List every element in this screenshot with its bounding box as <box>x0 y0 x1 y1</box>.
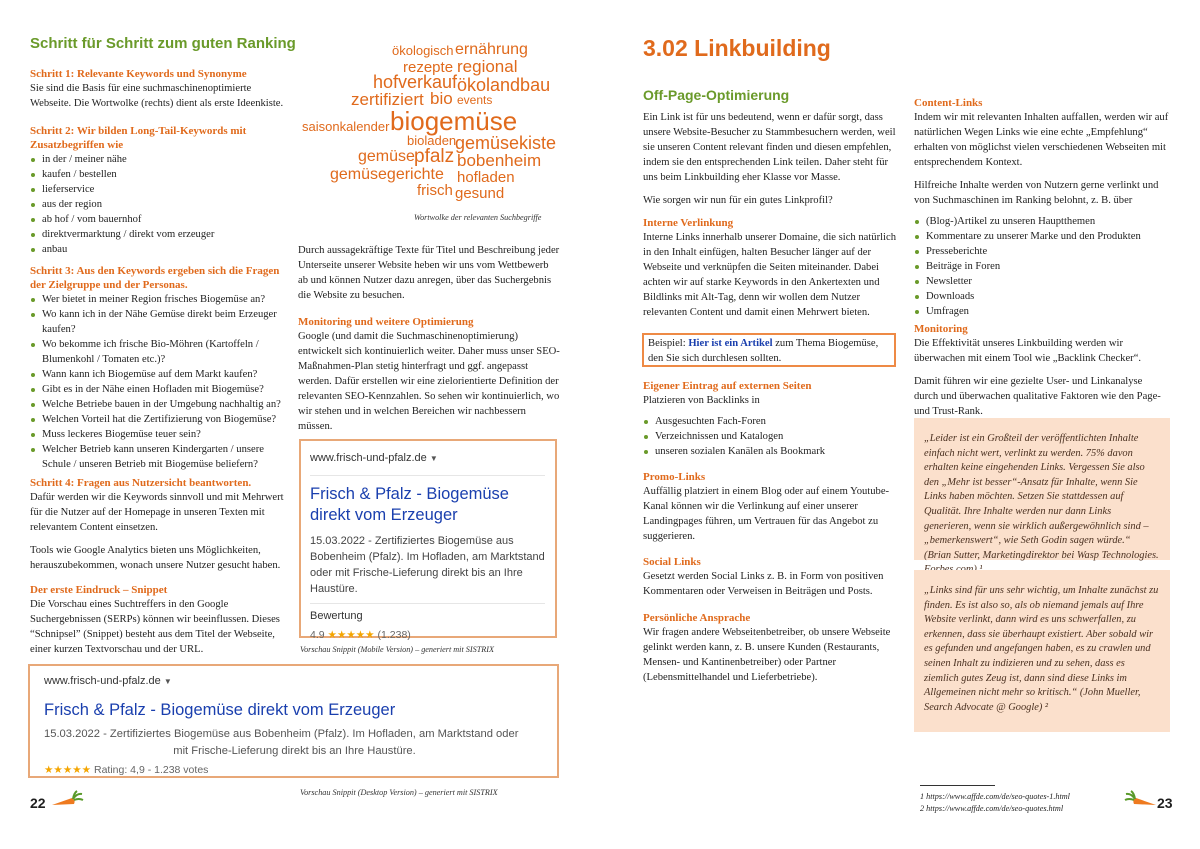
internal-linking-block <box>643 216 898 320</box>
monitoring-right-text2: Damit führen wir eine gezielte User- und Linkanalyse durch und überwachen qualitative Faktoren wie den Page- und Trust-Rank. <box>914 376 1161 417</box>
content-links-text: Indem wir mit relevanten Inhalten auffallen, werden wir auf natürlichen Wegen Links wie eine echte „Empfehlung“ erhalten von möglichst vielen verschiedenen Webseiten mit entsprechendem Kontext. <box>914 112 1169 168</box>
footnote-divider <box>920 785 995 786</box>
list-item: Gibt es in der Nähe einen Hofladen mit Biogemüse? <box>30 382 292 397</box>
monitoring-right-title: Monitoring <box>914 323 968 335</box>
step4-text: Dafür werden wir die Keywords sinnvoll und mit Mehrwert für die Nutzer auf der Homepage in unseren Texten mit relevantem Content einsetzen. <box>30 492 284 533</box>
snippet-mobile-caption: Vorschau Snippit (Mobile Version) – generiert mit SISTRIX <box>300 645 494 654</box>
list-item: direktvermarktung / direkt vom erzeuger <box>30 227 292 242</box>
list-item: Kommentare zu unserer Marke und den Produkten <box>914 229 1169 244</box>
snippet-rating-label: Bewertung <box>310 610 363 622</box>
list-item: (Blog-)Artikel zu unseren Hauptthemen <box>914 214 1169 229</box>
external-entry-text: Platzieren von Backlinks in <box>643 395 760 406</box>
word: gemüsekiste <box>455 133 557 153</box>
list-item: Wo bekomme ich frische Bio-Möhren (Kartoffeln / Blumenkohl / Tomaten etc.)? <box>30 337 292 367</box>
intro-block <box>643 110 898 208</box>
word: frisch <box>417 182 453 199</box>
quote-john-mueller: „Links sind für uns sehr wichtig, um Inhalte zunächst zu finden. Es ist also so, als ob niemand jemals auf Ihre Website verlinkt, dann wird es uns schwerfallen, zu erkennen, dass sie überhaupt existiert. Aber sobald wir es gefunden und angefangen haben, es zu crawlen und seinen Inhalt zu indizieren und zu sehen, dass es ziemlich gutes Zeug ist, dann sind diese Links im Allgemeinen nicht mehr so kritisch.“ (John Mueller, Search Advocate @ Google) ² <box>914 570 1170 732</box>
monitoring-block <box>298 315 560 434</box>
word: gesund <box>455 185 505 202</box>
word: ökolandbau <box>457 75 551 95</box>
word-cloud-caption: Wortwolke der relevanten Suchbegriffe <box>414 213 542 222</box>
step2-block <box>30 124 292 257</box>
example-article-link[interactable]: Hier ist ein Artikel <box>688 338 773 349</box>
step1-block <box>30 67 292 111</box>
monitoring-title: Monitoring und weitere Optimierung <box>298 316 474 328</box>
word: ernährung <box>455 41 528 58</box>
step4-block <box>30 476 292 573</box>
list-item: Muss leckeres Biogemüse teuer sein? <box>30 427 292 442</box>
list-item: in der / meiner nähe <box>30 152 292 167</box>
list-item: lieferservice <box>30 182 292 197</box>
footnote-1[interactable]: 1 https://www.affde.com/de/seo-quotes-1.html <box>920 792 1070 801</box>
list-item: ab hof / vom bauernhof <box>30 212 292 227</box>
step3-list <box>30 292 292 472</box>
list-item: anbau <box>30 242 292 257</box>
list-item: Welchen Vorteil hat die Zertifizierung von Biogemüse? <box>30 412 292 427</box>
monitoring-right-block <box>914 322 1169 419</box>
list-item: Verzeichnissen und Katalogen <box>643 429 898 444</box>
list-item: Welcher Betrieb kann unseren Kindergarten / unsere Schule / unseren Betrieb mit Biogemüse beliefern? <box>30 442 292 472</box>
snippet-description-2: mit Frische-Lieferung direkt bis an Ihre Haustüre. <box>173 745 416 757</box>
list-item: Downloads <box>914 289 1169 304</box>
footnote-2[interactable]: 2 https://www.affde.com/de/seo-quotes.html <box>920 803 1064 813</box>
divider <box>310 603 545 604</box>
step3-block <box>30 264 292 472</box>
intro-question: Wie sorgen wir nun für ein gutes Linkprofil? <box>643 195 833 206</box>
personal-approach-title: Persönliche Ansprache <box>643 612 751 624</box>
social-links-title: Social Links <box>643 556 701 568</box>
list-item: Welche Betriebe bauen in der Umgebung nachhaltig an? <box>30 397 292 412</box>
word: saisonkalender <box>302 119 390 134</box>
content-links-list <box>914 214 1169 319</box>
snippet-rating: 4.9 ★★★★★ (1.238) <box>310 629 411 641</box>
step3-title: Schritt 3: Aus den Keywords ergeben sich die Fragen der Zielgruppe und der Personas. <box>30 265 280 291</box>
promo-links-block <box>643 470 898 544</box>
word: bio <box>430 89 453 108</box>
content-links-block <box>914 96 1169 319</box>
internal-linking-text: Interne Links innerhalb unserer Domaine, die sich natürlich in den Inhalt einfügen, halten Besucher länger auf der Webseite und verknüpfen die Seiten miteinander. Dabei achten wir auf starke Keywords in den Ankertexten und Bildlinks mit Alt-Tag, denn wir wollen dem Nutzer relevanten Content und damit einen Mehrwert bieten. <box>643 232 896 318</box>
list-item: unseren sozialen Kanälen als Bookmark <box>643 444 898 459</box>
snippet-description: 15.03.2022 - Zertifiziertes Biogemüse aus Bobenheim (Pfalz). Im Hofladen, am Marktstand oder mit Frische-Lieferung direkt bis an Ihre Haustüre. <box>310 535 545 595</box>
content-links-title: Content-Links <box>914 97 983 109</box>
monitoring-text: Google (und damit die Suchmaschinenoptimierung) entwickelt sich kontinuierlich weiter. Daher muss unser SEO-Maßnahmen-Plan stetig hinterfragt und ggf. angepasst werden. Dafür erstellen wir eine zielorientierte Definition der relevanten SEO-Kennzahlen. So sehen wir kontinuierlich, wo wir stehen und in welchen Bereichen wir nachbessern müssen. <box>298 331 560 432</box>
personal-approach-block <box>643 611 898 685</box>
external-entry-list <box>643 414 898 459</box>
serp-snippet-desktop <box>28 664 559 778</box>
snippet-title[interactable]: Frisch & Pfalz - Biogemüse direkt vom Erzeuger <box>310 485 509 524</box>
quote-brian-sutter: „Leider ist ein Großteil der veröffentlichten Inhalte einfach nicht wert, verlinkt zu werden. 75% davon erhalten keine eingehenden Links. Vergessen Sie also den „Mehr ist besser“-Ansatz für Inhalte, wenn Sie Links haben möchten. Setzen Sie stattdessen auf Qualität. Ihre Inhalte werden nur dann Links generieren, wenn sie wirklich außergewöhnlich sind – „bemerkenswert“, wie Seth Godin sagen würde.“ (Brian Sutter, Marketingdirektor bei Wasp Technologies. <box>914 418 1170 560</box>
word: ökologisch <box>392 43 454 58</box>
rating-stars-icon: ★★★★★ <box>44 764 92 776</box>
list-item: Beiträge in Foren <box>914 259 1169 274</box>
divider <box>310 475 545 476</box>
external-entry-title: Eigener Eintrag auf externen Seiten <box>643 380 812 392</box>
page-number: 22 <box>30 795 46 811</box>
promo-links-text: Auffällig platziert in einem Blog oder auf einem Youtube-Kanal können wir die Verlinkung auf einer unserer Landingpages führen, um Vertrauen für das Angebot zu suggerieren. <box>643 486 890 542</box>
word: gemüse <box>358 148 415 165</box>
monitoring-right-text: Die Effektivität unseres Linkbuilding werden wir überwachen mit einem Tool wie „Backlink Checker“. <box>914 338 1142 364</box>
list-item: Presseberichte <box>914 244 1169 259</box>
first-impression-title: Der erste Eindruck – Snippet <box>30 584 168 596</box>
snippet-title[interactable]: Frisch & Pfalz - Biogemüse direkt vom Erzeuger <box>44 701 396 719</box>
step1-text: Sie sind die Basis für eine suchmaschinenoptimierte Webseite. Die Wortwolke (rechts) dient als erste Ideenkiste. <box>30 83 284 109</box>
chevron-down-icon: ▼ <box>163 677 172 686</box>
chapter-title: 3.02 Linkbuilding <box>643 35 831 61</box>
example-box: Beispiel: Hier ist ein Artikel zum Thema Biogemüse, den Sie sich durchlesen sollten. <box>642 333 896 367</box>
list-item: Wann kann ich Biogemüse auf dem Markt kaufen? <box>30 367 292 382</box>
snippet-desktop-caption: Vorschau Snippit (Desktop Version) – generiert mit SISTRIX <box>300 788 498 797</box>
list-item: Newsletter <box>914 274 1169 289</box>
chevron-down-icon: ▼ <box>429 454 438 463</box>
subheading: Off-Page-Optimierung <box>643 87 790 103</box>
rating-stars-icon: ★★★★★ <box>327 629 375 641</box>
word: gemüsegerichte <box>330 166 444 183</box>
snippet-description: 15.03.2022 - Zertifiziertes Biogemüse aus Bobenheim (Pfalz). Im Hofladen, am Marktstand oder <box>44 728 519 740</box>
word: hofladen <box>457 169 515 186</box>
first-impression-block <box>30 583 292 657</box>
promo-links-title: Promo-Links <box>643 471 706 483</box>
list-item: Wer bietet in meiner Region frisches Biogemüse an? <box>30 292 292 307</box>
page-heading: Schritt für Schritt zum guten Ranking <box>30 35 296 52</box>
list-item: Umfragen <box>914 304 1169 319</box>
intro-text: Ein Link ist für uns bedeutend, wenn er dafür sorgt, dass unsere Website-Besucher zu Stammbesuchern werden, weil sie unseren Content relevant finden und diesen empfehlen, indem sie den entsprechenden Link teilen. Daher steht für uns beim Linkbuilding eher Klasse vor Masse. <box>643 112 896 183</box>
word: bobenheim <box>457 151 542 170</box>
social-links-block <box>643 555 898 599</box>
carrot-icon <box>48 790 84 812</box>
list-item: Wo kann ich in der Nähe Gemüse direkt beim Erzeuger kaufen? <box>30 307 292 337</box>
snippet-url[interactable]: www.frisch-und-pfalz.de <box>44 675 161 687</box>
page-number: 23 <box>1157 795 1173 811</box>
list-item: aus der region <box>30 197 292 212</box>
word: rezepte <box>403 59 454 76</box>
step2-list <box>30 152 292 257</box>
first-impression-text: Die Vorschau eines Suchtreffers in den Google Suchergebnissen (SERPs) können wir beeinflussen. Dieses “Schnipsel” (Snippet) besteht aus dem Titel der Webseite, einer kurzen Textvorschau und der URL. <box>30 599 280 655</box>
internal-linking-title: Interne Verlinkung <box>643 217 734 229</box>
social-links-text: Gesetzt werden Social Links z. B. in Form von positiven Kommentaren oder Verweisen in Beiträgen und Posts. <box>643 571 884 597</box>
step4-text2: Tools wie Google Analytics bieten uns Möglichkeiten, herauszubekommen, wonach unsere Nutzer gesucht haben. <box>30 545 281 571</box>
list-item: Ausgesuchten Fach-Foren <box>643 414 898 429</box>
middle-text: Durch aussagekräftige Texte für Titel und Beschreibung jeder Unterseite unserer Website heben wir uns vom Wettbewerb ab und können Nutzer dazu anregen, über das Suchergebnis die Website zu besuchen. <box>298 245 560 301</box>
footnotes <box>920 791 1070 814</box>
word-cloud <box>300 40 565 205</box>
list-item: kaufen / bestellen <box>30 167 292 182</box>
word: pfalz <box>414 146 455 167</box>
word: regional <box>457 57 518 76</box>
word: zertifiziert <box>351 90 424 109</box>
snippet-url[interactable]: www.frisch-und-pfalz.de <box>310 452 427 464</box>
external-entry-block <box>643 379 898 459</box>
word: bioladen <box>407 133 457 148</box>
step1-title: Schritt 1: Relevante Keywords und Synonyme <box>30 68 247 80</box>
word: hofverkauf <box>373 72 458 92</box>
step4-title: Schritt 4: Fragen aus Nutzersicht beantworten. <box>30 477 252 489</box>
content-links-text2: Hilfreiche Inhalte werden von Nutzern gerne verlinkt und von Suchmaschinen im Ranking belohnt, z. B. über <box>914 180 1159 206</box>
snippet-rating: ★★★★★ Rating: 4,9 - 1.238 votes <box>44 764 209 776</box>
step2-title: Schritt 2: Wir bilden Long-Tail-Keywords mit Zusatzbegriffen wie <box>30 125 247 151</box>
word: events <box>457 93 493 107</box>
word: biogemüse <box>390 106 518 136</box>
carrot-icon <box>1124 790 1160 812</box>
personal-approach-text: Wir fragen andere Webseitenbetreiber, ob unsere Webseite gelinkt werden kann, z. B. unsere Kunden (Restaurants, Mensen- und Kantinenbetreiber) oder Partner (Lebensmittelhandel und Lieferbetriebe). <box>643 627 891 683</box>
serp-snippet-mobile <box>299 439 557 641</box>
